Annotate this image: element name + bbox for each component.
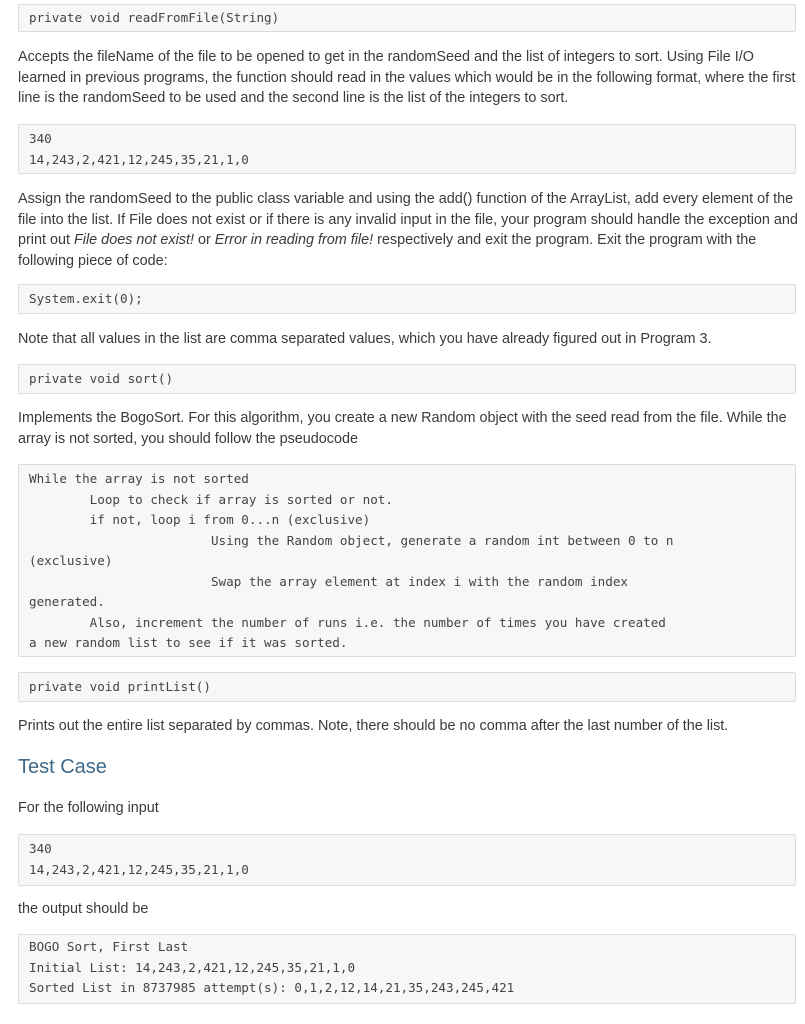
error-message-file-not-exist: File does not exist! <box>74 232 194 248</box>
pseudocode-line: While the array is not sorted <box>29 471 249 486</box>
code-line: 14,243,2,421,12,245,35,21,1,0 <box>29 861 249 877</box>
pseudocode-line: Swap the array element at index i with the random index <box>29 573 628 589</box>
paragraph-sort-description: Implements the BogoSort. For this algorithm, you create a new Random object with the seed read from the file. While the array is not sorted, you should follow the pseudocode <box>18 410 787 447</box>
paragraph-for-input: For the following input <box>18 800 159 816</box>
code-test-input <box>18 834 796 886</box>
text-segment: or <box>193 232 215 248</box>
text-segment: respectively and exit the program. Exit the program with the following piece of code: <box>18 232 757 269</box>
code-line: 340 <box>29 841 52 856</box>
paragraph-assign-description <box>18 189 803 271</box>
pseudocode-line: (exclusive) <box>29 553 113 568</box>
paragraph-output-should-be: the output should be <box>18 901 149 917</box>
text-segment: Assign the randomSeed to the public class variable and using the add() function of the ArrayList, add every element of the file into the list. If File does not exist or if there is any invalid input in the file, your program should handle the exception and print out <box>18 191 798 248</box>
code-line: 340 <box>29 131 52 146</box>
error-message-reading-file: Error in reading from file! <box>214 232 374 248</box>
pseudocode-line: Also, increment the number of runs i.e. the number of times you have created <box>29 614 666 630</box>
code-pseudocode <box>18 464 796 657</box>
heading-test-case: Test Case <box>18 756 107 778</box>
output-line: BOGO Sort, First Last <box>29 939 189 954</box>
code-system-exit: System.exit(0); <box>18 284 796 314</box>
code-line: 14,243,2,421,12,245,35,21,1,0 <box>29 151 249 167</box>
code-test-output <box>18 934 796 1004</box>
pseudocode-line: if not, loop i from 0...n (exclusive) <box>29 512 371 527</box>
paragraph-readfromfile-description: Accepts the fileName of the file to be opened to get in the randomSeed and the list of integers to sort. Using File I/O learned in previous programs, the function should read in the values which would be in the following format, where the first line is the randomSeed to be used and the second line is the list of the integers to sort. <box>18 49 796 106</box>
signature-sort: private void sort() <box>18 364 796 394</box>
code-input-format <box>18 124 796 174</box>
paragraph-printlist-description: Prints out the entire list separated by commas. Note, there should be no comma after the last number of the list. <box>18 718 729 734</box>
signature-readfromfile: private void readFromFile(String) <box>18 4 796 32</box>
signature-printlist: private void printList() <box>18 672 796 702</box>
paragraph-note: Note that all values in the list are comma separated values, which you have already figured out in Program 3. <box>18 331 712 347</box>
pseudocode-line: generated. <box>29 594 105 609</box>
output-line: Initial List: 14,243,2,421,12,245,35,21,1,0 <box>29 959 356 975</box>
pseudocode-line: a new random list to see if it was sorted. <box>29 635 348 650</box>
output-line: Sorted List in 8737985 attempt(s): 0,1,2,12,14,21,35,243,245,421 <box>29 980 515 995</box>
pseudocode-line: Using the Random object, generate a random int between 0 to n <box>29 532 674 548</box>
pseudocode-line: Loop to check if array is sorted or not. <box>29 491 393 507</box>
